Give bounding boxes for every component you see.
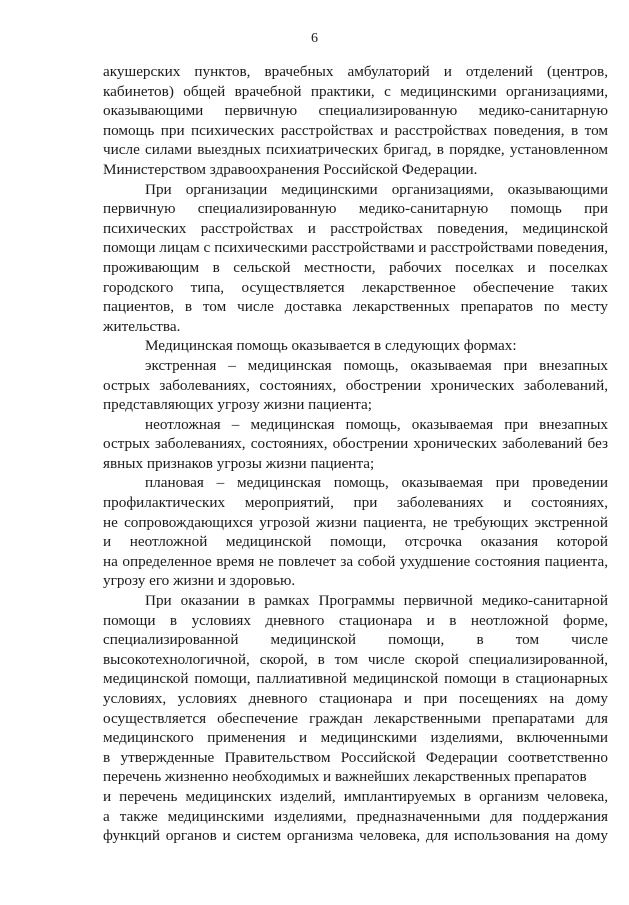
text-line: кабинетов) общей врачебной практики, с медицинскими организациями, [103,82,608,100]
text-line: При организации медицинскими организациями, оказывающими [145,180,608,198]
text-line: острых заболеваниях, состояниях, обострении хронических заболеваний, [103,376,608,394]
text-line: помощи лицам с психическими расстройствами и расстройствами поведения, [103,239,608,257]
text-line: При оказании в рамках Программы первичной медико-санитарной [145,592,608,610]
text-line: острых заболеваниях, состояниях, обострении хронических заболеваний без [103,435,608,453]
text-line: проживающим в сельской местности, рабочих поселках и поселках [103,258,608,276]
page-number: 6 [311,31,318,46]
text-line: и перечень медицинских изделий, имплантируемых в организм человека, [103,787,608,805]
text-line: перечень жизненно необходимых и важнейших лекарственных препаратов [103,768,587,786]
text-line: осуществляется обеспечение граждан лекарственными препаратами для [103,709,608,727]
text-line: неотложная – медицинская помощь, оказываемая при внезапных [145,415,608,433]
text-line: специализированной медицинской помощи, в том числе [103,631,608,649]
text-line: первичную специализированную медико-санитарную помощь при [103,200,608,218]
text-line: в утвержденные Правительством Российской Федерации соответственно [103,748,608,766]
paragraph [103,336,608,356]
paragraph [103,62,608,180]
text-line: на определенное время не повлечет за собой ухудшение состояния пациента, [103,552,608,570]
text-line: явных признаков угрозы жизни пациента; [103,454,375,472]
text-line: Медицинская помощь оказывается в следующих формах: [145,337,517,355]
text-line: пациентов, в том числе доставка лекарственных препаратов по месту [103,298,608,316]
text-line: не сопровождающихся угрозой жизни пациента, не требующих экстренной [103,513,608,531]
text-line: профилактических мероприятий, при заболеваниях и состояниях, [103,494,608,512]
text-line: условиях, условиях дневного стационара и при посещениях на дому [103,690,608,707]
paragraph [103,356,608,415]
document-body [103,62,608,846]
text-line: и неотложной медицинской помощи, отсрочка оказания которой [103,533,608,551]
text-line: медицинской помощи, паллиативной медицинской помощи в стационарных [103,670,608,688]
text-line: Министерством здравоохранения Российской Федерации. [103,160,478,178]
text-line: функций органов и систем организма человека, для использования на дому [103,827,608,845]
paragraph [103,415,608,474]
text-line: акушерских пунктов, врачебных амбулаторий и отделений (центров, [103,63,608,80]
paragraph [103,591,608,846]
text-line: медицинского применения и медицинскими изделиями, включенными [103,729,608,747]
text-line: числе силами выездных психиатрических бригад, в порядке, установленном [103,141,608,159]
text-line: угрозу его жизни и здоровью. [103,572,296,590]
text-line: экстренная – медицинская помощь, оказываемая при внезапных [145,356,608,374]
text-line: представляющих угрозу жизни пациента; [103,396,372,414]
paragraph [103,473,608,591]
text-line: высокотехнологичной, скорой, в том числе скорой специализированной, [103,650,608,668]
text-line: а также медицинскими изделиями, предназначенными для поддержания [103,807,608,825]
paragraph [103,180,608,337]
text-line: жительства. [103,317,181,335]
text-line: плановая – медицинская помощь, оказываемая при проведении [145,474,608,492]
text-line: помощи в условиях дневного стационара и в неотложной форме, [103,611,608,629]
text-line: помощь при психических расстройствах и расстройствах поведения, в том [103,121,608,139]
text-line: оказывающими первичную специализированную медико-санитарную [103,102,608,120]
text-line: городского типа, осуществляется лекарственное обеспечение таких [103,278,608,296]
text-line: психических расстройствах и расстройствах поведения, медицинской [103,219,608,237]
